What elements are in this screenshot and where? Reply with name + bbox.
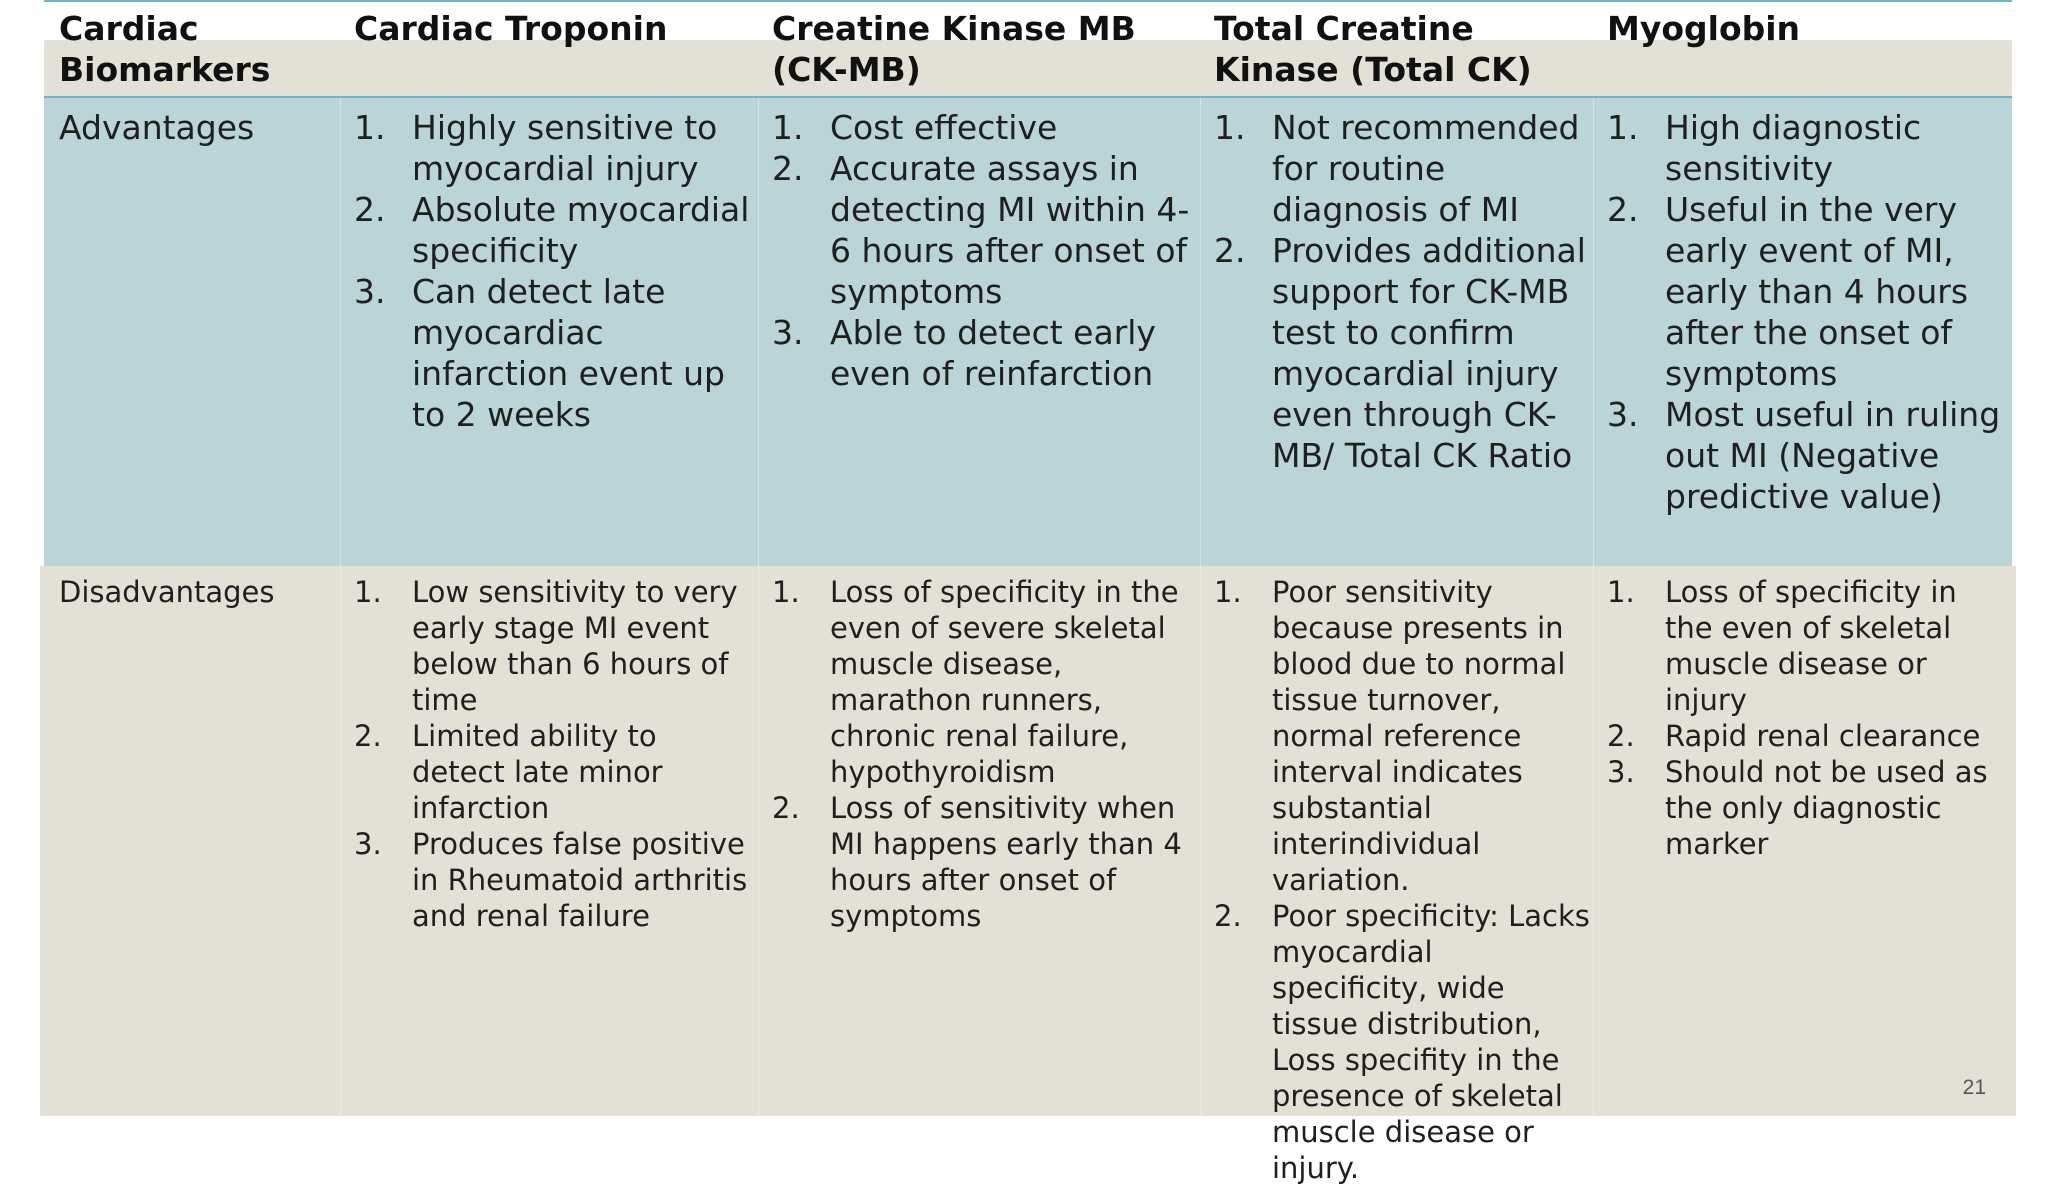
list-item-text: Produces false positive in Rheumatoid arthritis and renal failure <box>412 827 748 933</box>
list-number: 3. <box>1607 395 1639 434</box>
list-item <box>354 826 754 934</box>
list-number: 2. <box>1214 231 1246 270</box>
list-number: 2. <box>1607 719 1635 753</box>
list-item-text: Useful in the very early event of MI, early than 4 hours after the onset of symptoms <box>1665 190 1969 393</box>
list-item-text: Poor specificity: Lacks myocardial specificity, wide tissue distribution, Loss specifity in the presence of skeletal muscle disease or injury. <box>1272 899 1590 1185</box>
advantages-troponin-list <box>354 107 754 435</box>
list-number: 2. <box>1607 190 1639 229</box>
list-item <box>1607 189 2007 394</box>
list-number: 2. <box>772 791 800 825</box>
list-item <box>1214 230 1589 476</box>
list-item-text: Highly sensitive to myocardial injury <box>412 108 718 188</box>
disadvantages-ckmb-cell <box>772 574 1196 934</box>
list-number: 1. <box>772 575 800 609</box>
list-number: 1. <box>772 108 804 147</box>
list-number: 1. <box>1607 575 1635 609</box>
header-cardiac-biomarkers: Cardiac Biomarkers <box>59 9 271 89</box>
header-ck-mb: Creatine Kinase MB (CK-MB) <box>772 9 1136 89</box>
top-rule <box>44 0 2012 2</box>
list-item-text: Loss of specificity in the even of severe skeletal muscle disease, marathon runners, chronic renal failure, hypothyroidism <box>830 575 1179 789</box>
row-label-disadvantages: Disadvantages <box>59 575 275 609</box>
list-number: 3. <box>772 313 804 352</box>
list-number: 3. <box>354 827 382 861</box>
list-item-text: Rapid renal clearance <box>1665 719 1981 753</box>
list-number: 2. <box>772 149 804 188</box>
list-item-text: Poor sensitivity because presents in blood due to normal tissue turnover, normal reference interval indicates substantial interindividual variation. <box>1272 575 1566 897</box>
list-item <box>1214 107 1589 230</box>
list-number: 1. <box>1607 108 1639 147</box>
advantages-myoglobin-cell <box>1607 107 2007 517</box>
list-item-text: Absolute myocardial specificity <box>412 190 750 270</box>
column-divider <box>1200 98 1201 1116</box>
list-item-text: Loss of sensitivity when MI happens early than 4 hours after onset of symptoms <box>830 791 1182 933</box>
list-item-text: Not recommended for routine diagnosis of MI <box>1272 108 1580 229</box>
list-item-text: Provides additional support for CK-MB test to confirm myocardial injury even through CK-MB/ Total CK Ratio <box>1272 231 1586 475</box>
list-item-text: Should not be used as the only diagnostic marker <box>1665 755 1988 861</box>
advantages-troponin-cell <box>354 107 754 435</box>
list-item-text: Loss of specificity in the even of skeletal muscle disease or injury <box>1665 575 1957 717</box>
disadvantages-myoglobin-list <box>1607 574 1997 862</box>
list-item <box>772 790 1196 934</box>
advantages-total-ck-cell <box>1214 107 1589 476</box>
list-number: 2. <box>354 190 386 229</box>
list-item <box>354 107 754 189</box>
list-item <box>1607 574 1997 718</box>
list-number: 2. <box>354 719 382 753</box>
list-number: 2. <box>1214 899 1242 933</box>
list-number: 3. <box>1607 755 1635 789</box>
disadvantages-myoglobin-cell <box>1607 574 1997 862</box>
list-item <box>354 189 754 271</box>
list-number: 1. <box>354 575 382 609</box>
list-number: 1. <box>354 108 386 147</box>
list-item-text: Able to detect early even of reinfarction <box>830 313 1156 393</box>
disadvantages-total-ck-cell <box>1214 574 1592 1186</box>
list-number: 1. <box>1214 575 1242 609</box>
list-item <box>354 271 754 435</box>
list-item <box>772 107 1196 148</box>
column-divider <box>758 98 759 1116</box>
disadvantages-troponin-cell <box>354 574 754 934</box>
disadvantages-ckmb-list <box>772 574 1196 934</box>
advantages-ckmb-list <box>772 107 1196 394</box>
list-number: 3. <box>354 272 386 311</box>
list-item-text: Most useful in ruling out MI (Negative predictive value) <box>1665 395 2001 516</box>
column-divider <box>340 98 341 1116</box>
list-item-text: Low sensitivity to very early stage MI event below than 6 hours of time <box>412 575 738 717</box>
list-item <box>354 718 754 826</box>
list-item-text: High diagnostic sensitivity <box>1665 108 1922 188</box>
list-item-text: Can detect late myocardiac infarction event up to 2 weeks <box>412 272 725 434</box>
column-divider <box>1593 98 1594 1116</box>
list-item <box>1607 754 1997 862</box>
row-label-advantages: Advantages <box>59 108 255 147</box>
list-item <box>772 312 1196 394</box>
advantages-myoglobin-list <box>1607 107 2007 517</box>
list-item-text: Limited ability to detect late minor infarction <box>412 719 663 825</box>
list-item-text: Cost effective <box>830 108 1058 147</box>
list-item <box>1607 718 1997 754</box>
advantages-total-ck-list <box>1214 107 1589 476</box>
list-item <box>1607 107 2007 189</box>
list-item-text: Accurate assays in detecting MI within 4-6 hours after onset of symptoms <box>830 149 1190 311</box>
list-item <box>772 148 1196 312</box>
list-number: 1. <box>1214 108 1246 147</box>
list-item <box>1214 898 1592 1186</box>
disadvantages-troponin-list <box>354 574 754 934</box>
header-myoglobin: Myoglobin <box>1607 9 1801 48</box>
list-item <box>1607 394 2007 517</box>
list-item <box>1214 574 1592 898</box>
disadvantages-total-ck-list <box>1214 574 1592 1186</box>
list-item <box>772 574 1196 790</box>
advantages-ckmb-cell <box>772 107 1196 394</box>
list-item <box>354 574 754 718</box>
page-number: 21 <box>1962 1076 1986 1099</box>
header-cardiac-troponin: Cardiac Troponin <box>354 9 668 48</box>
header-total-ck: Total Creatine Kinase (Total CK) <box>1214 9 1532 89</box>
